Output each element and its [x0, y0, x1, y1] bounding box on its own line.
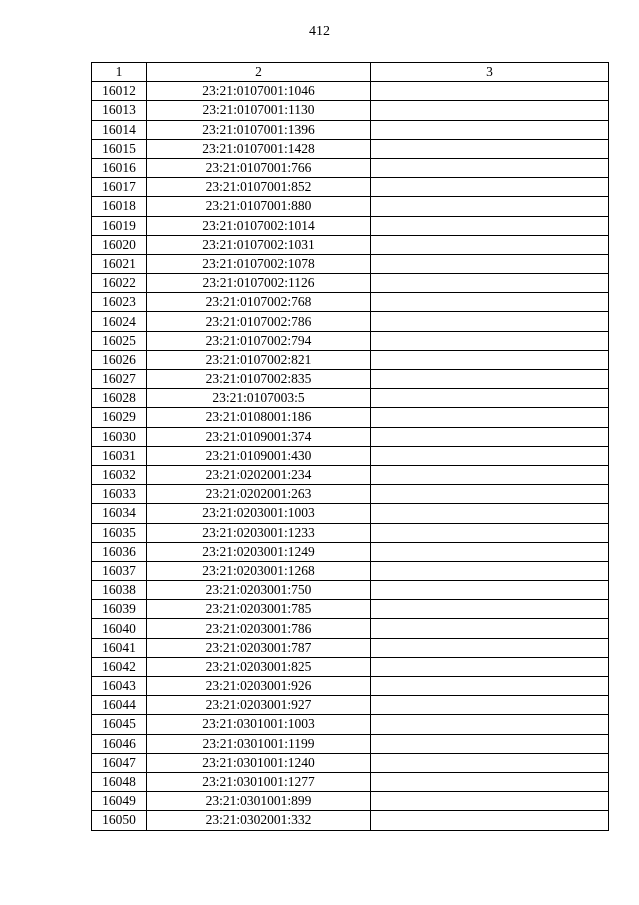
- row-number-cell: 16012: [92, 82, 147, 101]
- table-row: [92, 561, 609, 580]
- table-row: [92, 772, 609, 791]
- note-cell: [371, 216, 609, 235]
- note-cell: [371, 542, 609, 561]
- cadastral-number-cell: 23:21:0203001:1249: [147, 542, 371, 561]
- note-cell: [371, 638, 609, 657]
- cadastral-number-cell: 23:21:0202001:234: [147, 465, 371, 484]
- table-row: [92, 216, 609, 235]
- cadastral-number-cell: 23:21:0109001:374: [147, 427, 371, 446]
- table-row: [92, 696, 609, 715]
- cadastral-number-cell: 23:21:0107001:852: [147, 178, 371, 197]
- row-number-cell: 16048: [92, 772, 147, 791]
- column-header-1: 1: [92, 63, 147, 82]
- table-row: [92, 331, 609, 350]
- row-number-cell: 16038: [92, 581, 147, 600]
- column-header-2: 2: [147, 63, 371, 82]
- note-cell: [371, 753, 609, 772]
- note-cell: [371, 657, 609, 676]
- row-number-cell: 16045: [92, 715, 147, 734]
- table-row: [92, 254, 609, 273]
- note-cell: [371, 427, 609, 446]
- row-number-cell: 16050: [92, 811, 147, 830]
- table-row: [92, 197, 609, 216]
- table-row: [92, 370, 609, 389]
- note-cell: [371, 696, 609, 715]
- note-cell: [371, 254, 609, 273]
- table-row: [92, 792, 609, 811]
- row-number-cell: 16016: [92, 158, 147, 177]
- note-cell: [371, 350, 609, 369]
- row-number-cell: 16026: [92, 350, 147, 369]
- table-row: [92, 350, 609, 369]
- note-cell: [371, 465, 609, 484]
- row-number-cell: 16028: [92, 389, 147, 408]
- table-row: [92, 638, 609, 657]
- cadastral-number-cell: 23:21:0203001:926: [147, 677, 371, 696]
- row-number-cell: 16017: [92, 178, 147, 197]
- cadastral-number-cell: 23:21:0107002:1031: [147, 235, 371, 254]
- note-cell: [371, 139, 609, 158]
- table-row: [92, 465, 609, 484]
- cadastral-number-cell: 23:21:0202001:263: [147, 485, 371, 504]
- cadastral-number-cell: 23:21:0107001:1428: [147, 139, 371, 158]
- row-number-cell: 16034: [92, 504, 147, 523]
- cadastral-number-cell: 23:21:0107002:786: [147, 312, 371, 331]
- cadastral-number-cell: 23:21:0107003:5: [147, 389, 371, 408]
- table-row: [92, 427, 609, 446]
- row-number-cell: 16043: [92, 677, 147, 696]
- row-number-cell: 16018: [92, 197, 147, 216]
- row-number-cell: 16035: [92, 523, 147, 542]
- row-number-cell: 16040: [92, 619, 147, 638]
- note-cell: [371, 120, 609, 139]
- row-number-cell: 16039: [92, 600, 147, 619]
- cadastral-number-cell: 23:21:0203001:1003: [147, 504, 371, 523]
- cadastral-number-cell: 23:21:0301001:1240: [147, 753, 371, 772]
- note-cell: [371, 178, 609, 197]
- cadastral-number-cell: 23:21:0301001:899: [147, 792, 371, 811]
- cadastral-number-cell: 23:21:0301001:1199: [147, 734, 371, 753]
- note-cell: [371, 581, 609, 600]
- cadastral-number-cell: 23:21:0107002:835: [147, 370, 371, 389]
- table-row: [92, 293, 609, 312]
- table-row: [92, 485, 609, 504]
- note-cell: [371, 504, 609, 523]
- table-row: [92, 504, 609, 523]
- cadastral-number-cell: 23:21:0108001:186: [147, 408, 371, 427]
- table-row: [92, 523, 609, 542]
- row-number-cell: 16013: [92, 101, 147, 120]
- row-number-cell: 16020: [92, 235, 147, 254]
- row-number-cell: 16030: [92, 427, 147, 446]
- row-number-cell: 16049: [92, 792, 147, 811]
- note-cell: [371, 485, 609, 504]
- table-row: [92, 677, 609, 696]
- table-row: [92, 139, 609, 158]
- note-cell: [371, 446, 609, 465]
- note-cell: [371, 312, 609, 331]
- row-number-cell: 16024: [92, 312, 147, 331]
- table-row: [92, 811, 609, 830]
- note-cell: [371, 197, 609, 216]
- table-header-row: [92, 63, 609, 82]
- table-row: [92, 657, 609, 676]
- table-row: [92, 120, 609, 139]
- cadastral-number-cell: 23:21:0203001:1233: [147, 523, 371, 542]
- note-cell: [371, 331, 609, 350]
- row-number-cell: 16044: [92, 696, 147, 715]
- note-cell: [371, 408, 609, 427]
- cadastral-number-cell: 23:21:0301001:1277: [147, 772, 371, 791]
- table-row: [92, 446, 609, 465]
- table-row: [92, 542, 609, 561]
- note-cell: [371, 619, 609, 638]
- row-number-cell: 16029: [92, 408, 147, 427]
- row-number-cell: 16042: [92, 657, 147, 676]
- cadastral-number-cell: 23:21:0107001:1396: [147, 120, 371, 139]
- cadastral-number-cell: 23:21:0107001:880: [147, 197, 371, 216]
- cadastral-number-cell: 23:21:0203001:1268: [147, 561, 371, 580]
- row-number-cell: 16023: [92, 293, 147, 312]
- table-row: [92, 619, 609, 638]
- note-cell: [371, 561, 609, 580]
- note-cell: [371, 811, 609, 830]
- cadastral-number-cell: 23:21:0107002:794: [147, 331, 371, 350]
- cadastral-number-cell: 23:21:0203001:825: [147, 657, 371, 676]
- row-number-cell: 16032: [92, 465, 147, 484]
- page-number: 412: [309, 24, 330, 39]
- cadastral-number-cell: 23:21:0203001:785: [147, 600, 371, 619]
- note-cell: [371, 715, 609, 734]
- note-cell: [371, 523, 609, 542]
- row-number-cell: 16033: [92, 485, 147, 504]
- note-cell: [371, 389, 609, 408]
- row-number-cell: 16022: [92, 274, 147, 293]
- row-number-cell: 16015: [92, 139, 147, 158]
- table-row: [92, 581, 609, 600]
- cadastral-number-cell: 23:21:0203001:750: [147, 581, 371, 600]
- row-number-cell: 16021: [92, 254, 147, 273]
- table-row: [92, 158, 609, 177]
- note-cell: [371, 293, 609, 312]
- row-number-cell: 16047: [92, 753, 147, 772]
- table-row: [92, 274, 609, 293]
- cadastral-number-cell: 23:21:0301001:1003: [147, 715, 371, 734]
- note-cell: [371, 734, 609, 753]
- row-number-cell: 16046: [92, 734, 147, 753]
- row-number-cell: 16036: [92, 542, 147, 561]
- cadastral-number-cell: 23:21:0109001:430: [147, 446, 371, 465]
- row-number-cell: 16041: [92, 638, 147, 657]
- note-cell: [371, 235, 609, 254]
- table-row: [92, 178, 609, 197]
- cadastral-number-cell: 23:21:0107002:1014: [147, 216, 371, 235]
- cadastral-number-cell: 23:21:0107001:1130: [147, 101, 371, 120]
- table-row: [92, 753, 609, 772]
- table-row: [92, 312, 609, 331]
- note-cell: [371, 792, 609, 811]
- cadastral-number-cell: 23:21:0107002:768: [147, 293, 371, 312]
- note-cell: [371, 158, 609, 177]
- note-cell: [371, 274, 609, 293]
- table-row: [92, 389, 609, 408]
- cadastral-number-cell: 23:21:0302001:332: [147, 811, 371, 830]
- cadastral-number-cell: 23:21:0107002:1126: [147, 274, 371, 293]
- cadastral-number-cell: 23:21:0107002:821: [147, 350, 371, 369]
- row-number-cell: 16031: [92, 446, 147, 465]
- note-cell: [371, 677, 609, 696]
- register-table: [91, 62, 609, 831]
- cadastral-number-cell: 23:21:0203001:927: [147, 696, 371, 715]
- table-row: [92, 82, 609, 101]
- column-header-3: 3: [371, 63, 609, 82]
- table-body: [92, 82, 609, 830]
- table-row: [92, 734, 609, 753]
- note-cell: [371, 600, 609, 619]
- table-row: [92, 715, 609, 734]
- cadastral-number-cell: 23:21:0203001:787: [147, 638, 371, 657]
- table-row: [92, 600, 609, 619]
- cadastral-number-cell: 23:21:0107001:766: [147, 158, 371, 177]
- table-row: [92, 101, 609, 120]
- cadastral-number-cell: 23:21:0107002:1078: [147, 254, 371, 273]
- cadastral-number-cell: 23:21:0203001:786: [147, 619, 371, 638]
- table-row: [92, 408, 609, 427]
- note-cell: [371, 82, 609, 101]
- row-number-cell: 16019: [92, 216, 147, 235]
- cadastral-number-cell: 23:21:0107001:1046: [147, 82, 371, 101]
- row-number-cell: 16014: [92, 120, 147, 139]
- row-number-cell: 16037: [92, 561, 147, 580]
- note-cell: [371, 101, 609, 120]
- row-number-cell: 16027: [92, 370, 147, 389]
- row-number-cell: 16025: [92, 331, 147, 350]
- note-cell: [371, 370, 609, 389]
- table-row: [92, 235, 609, 254]
- note-cell: [371, 772, 609, 791]
